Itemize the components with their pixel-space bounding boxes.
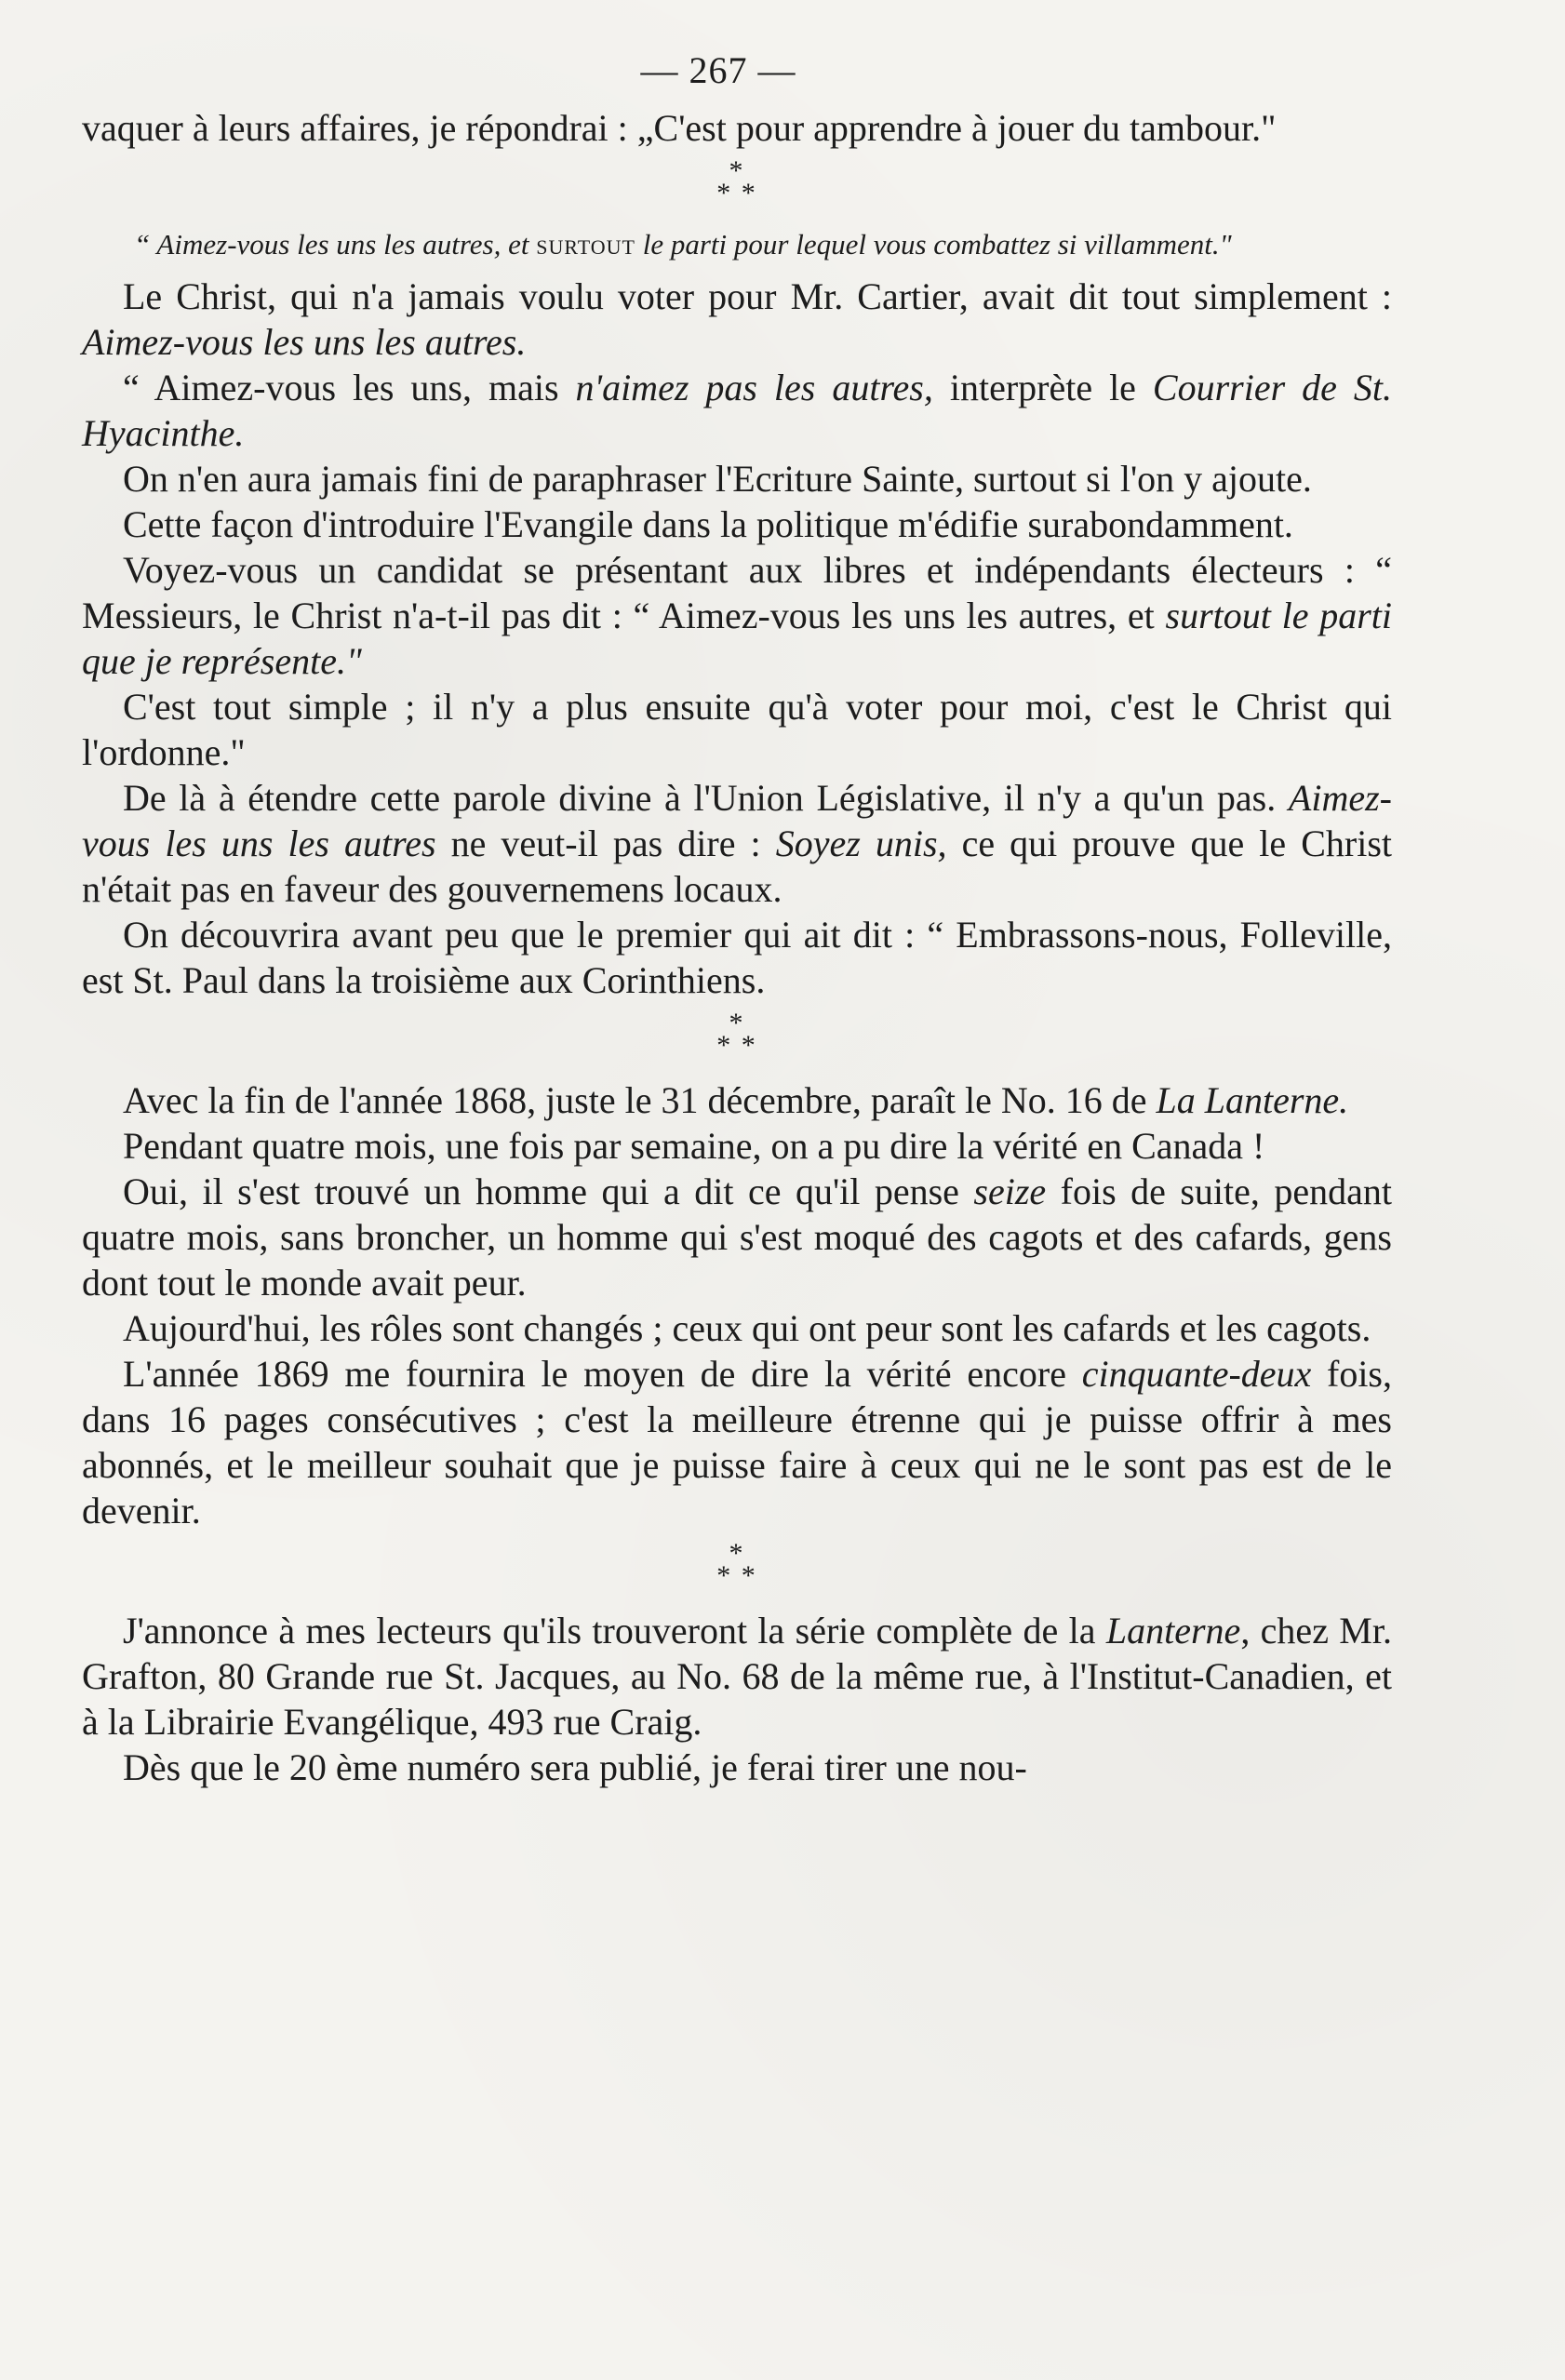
separator-top-asterisk: *	[729, 1538, 745, 1569]
italic-text: Lanterne	[1105, 1610, 1241, 1651]
separator-bottom-asterisks: * *	[716, 178, 757, 208]
paragraph	[82, 1077, 1392, 1123]
paragraph	[82, 274, 1392, 365]
italic-text: La Lanterne.	[1156, 1079, 1349, 1121]
paragraph	[82, 501, 1392, 547]
paragraph	[82, 1351, 1392, 1533]
paragraph	[82, 547, 1392, 684]
text-run: On découvrira avant peu que le premier qui ait dit : “ Embrassons-nous, Folleville, est St. Paul dans la troisième aux Corinthiens.	[82, 914, 1392, 1001]
paragraph	[82, 456, 1392, 501]
text-run: Dès que le 20 ème numéro sera publié, je ferai tirer une nou-	[123, 1746, 1027, 1788]
paragraph	[82, 1305, 1392, 1351]
text-run: vaquer à leurs affaires, je répondrai : „C'est pour apprendre à jouer du tambour."	[82, 107, 1277, 149]
text-run: et	[508, 228, 537, 261]
paragraph	[82, 775, 1392, 912]
small-caps-text: surtout	[536, 228, 635, 261]
paragraph	[82, 1608, 1392, 1745]
italic-text: Courrier de St. Hyacinthe.	[82, 367, 1392, 454]
paragraph	[82, 1169, 1392, 1305]
section-separator	[82, 1008, 1392, 1061]
separator-bottom-asterisks: * *	[716, 1560, 757, 1591]
book-page	[82, 48, 1392, 1790]
text-run: ce qui prouve que le Christ n'était pas en faveur des gouvernemens locaux.	[82, 822, 1393, 910]
text-run: Oui, il s'est trouvé un homme qui a dit ce qu'il pense	[123, 1170, 974, 1212]
text-run: fois de suite, pendant quatre mois, sans broncher, un homme qui s'est moqué des cagots et des cafards, gens dont tout le monde avait peur.	[82, 1170, 1392, 1304]
text-run: C'est tout simple ; il n'y a plus ensuite qu'à voter pour moi, c'est le Christ qui l'ordonne."	[82, 686, 1392, 773]
paragraph	[82, 912, 1392, 1003]
italic-text: Aimez-vous les uns les autres.	[82, 321, 527, 363]
text-run: Voyez-vous un candidat se présentant aux libres et indépendants électeurs : “ Messieurs, le Christ n'a-t-il pas dit : “ Aimez-vous les uns les autres, et	[82, 549, 1392, 636]
paragraph	[82, 684, 1392, 775]
text-run: Aujourd'hui, les rôles sont changés ; ceux qui ont peur sont les cafards et les cagots.	[123, 1307, 1371, 1349]
italic-text: Soyez unis,	[775, 822, 947, 864]
section-separator	[82, 1538, 1392, 1591]
text-run: L'année 1869 me fournira le moyen de dire la vérité encore	[123, 1353, 1082, 1395]
italic-text: “ Aimez-vous les uns les autres,	[134, 228, 509, 261]
page-body	[82, 105, 1392, 1790]
paragraph	[82, 1745, 1392, 1790]
text-run: Pendant quatre mois, une fois par semaine, on a pu dire la vérité en Canada !	[123, 1125, 1265, 1167]
text-run: fois, dans 16 pages consécutives ; c'est la meilleure étrenne qui je puisse offrir à mes abonnés, et le meilleur souhait que je puisse faire à ceux qui ne le sont pas est de le devenir.	[82, 1353, 1393, 1531]
page-number: — 267 —	[640, 49, 796, 91]
paragraph	[82, 1123, 1392, 1169]
separator-top-asterisk: *	[729, 1008, 745, 1038]
text-run: “ Aimez-vous les uns, mais	[123, 367, 576, 408]
text-run: De là à étendre cette parole divine à l'Union Législative, il n'y a qu'un pas.	[123, 777, 1289, 819]
italic-text: cinquante-deux	[1081, 1353, 1312, 1395]
text-run: J'annonce à mes lecteurs qu'ils trouveront la série complète de la	[123, 1610, 1106, 1651]
epigraph-quote	[82, 225, 1392, 264]
separator-bottom-asterisks: * *	[716, 1030, 757, 1061]
text-run: Avec la fin de l'année 1868, juste le 31 décembre, paraît le No. 16 de	[123, 1079, 1157, 1121]
section-separator	[82, 155, 1392, 208]
text-run: interprète le	[932, 367, 1153, 408]
italic-text: seize	[973, 1170, 1047, 1212]
italic-text: Aimez-vous les uns les autres	[82, 777, 1392, 864]
text-run: Le Christ, qui n'a jamais voulu voter pour Mr. Cartier, avait dit tout simplement :	[123, 275, 1392, 317]
text-run: , chez Mr. Grafton, 80 Grande rue St. Jacques, au No. 68 de la même rue, à l'Institut-Canadien, et à la Librairie Evangélique, 493 rue Craig.	[82, 1610, 1392, 1743]
italic-text: le parti pour lequel vous combattez si villamment."	[635, 228, 1232, 261]
paragraph	[82, 365, 1392, 456]
text-run: ne veut-il pas dire :	[435, 822, 776, 864]
text-run: On n'en aura jamais fini de paraphraser l'Ecriture Sainte, surtout si l'on y ajoute.	[123, 458, 1312, 500]
text-run: Cette façon d'introduire l'Evangile dans la politique m'édifie surabondamment.	[123, 503, 1293, 545]
separator-top-asterisk: *	[729, 155, 745, 186]
italic-text: surtout le parti que je représente."	[82, 595, 1392, 682]
italic-text: n'aimez pas les autres,	[575, 367, 933, 408]
paragraph	[82, 105, 1392, 151]
